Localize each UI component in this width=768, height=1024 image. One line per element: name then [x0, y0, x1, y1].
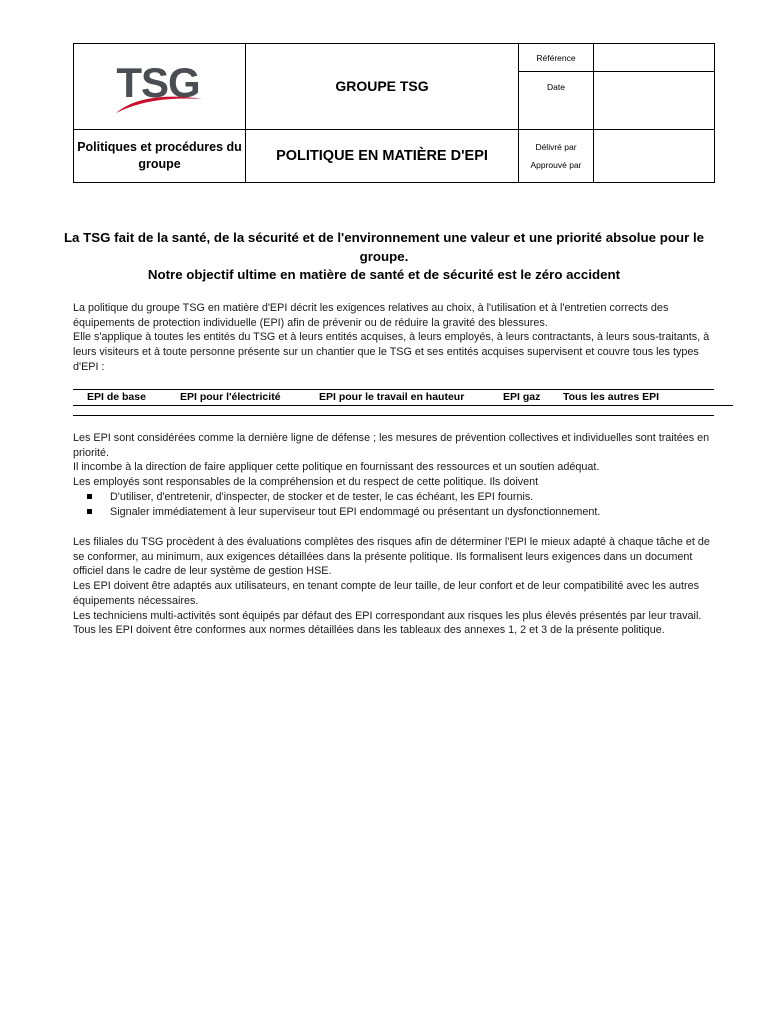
policy-title-cell [246, 130, 519, 183]
intro-p1: La politique du groupe TSG en matière d'EPI décrit les exigences relatives au choix, à l'utilisation et à l'entretien corrects des équipements de protection individuelle (EPI) afin de prévenir ou de réduire la gravité des blessures. [73, 302, 669, 329]
epi-type-item: EPI gaz [503, 391, 541, 403]
section3-p4: Tous les EPI doivent être conformes aux normes détaillées dans les tableaux des annexes 1, 2 et 3 de la présente politique. [73, 624, 665, 637]
divider [73, 415, 714, 416]
employee-duties-list [73, 490, 716, 519]
reference-value [594, 44, 714, 72]
list-item: D'utiliser, d'entretenir, d'inspecter, de stocker et de tester, le cas échéant, les EPI fournis. [73, 490, 716, 505]
intro-p2: Elle s'applique à toutes les entités du TSG et à leurs entités acquises, à leurs employés, à leurs contractants, à leurs sous-traitants, à leurs visiteurs et à toute personne présente sur un chantier que le TSG et ses entités acquises supervisent et couvre tous les types d'EPI : [73, 331, 710, 373]
epi-type-item: EPI pour le travail en hauteur [319, 391, 465, 403]
epi-type-item: EPI de base [87, 391, 146, 403]
date-label: Date [547, 82, 565, 92]
divider [73, 405, 733, 406]
section3-p3: Les techniciens multi-activités sont équipés par défaut des EPI correspondant aux risques les plus élevés présentés par leur travail. [73, 609, 702, 622]
ref-date-label-cell [519, 44, 594, 130]
list-item: Signaler immédiatement à leur superviseur tout EPI endommagé ou présentant un dysfonctionnement. [73, 505, 716, 520]
section-label: Politiques et procédures du groupe [74, 130, 246, 183]
intro-section [73, 301, 716, 375]
section2-p2: Il incombe à la direction de faire appliquer cette politique en fournissant des ressources et un soutien adéquat. [73, 461, 600, 474]
epi-types-band [73, 389, 733, 415]
delivered-label: Délivré par [535, 142, 577, 152]
tsg-logo [110, 59, 210, 115]
headline-line2: Notre objectif ultime en matière de santé et de sécurité est le zéro accident [147, 267, 621, 282]
divider [73, 389, 714, 390]
headline [46, 229, 722, 285]
requirements-section [73, 535, 716, 638]
group-name: GROUPE TSG [335, 77, 429, 94]
policy-title: POLITIQUE EN MATIÈRE D'EPI [276, 148, 488, 164]
delivered-approved-value-cell [594, 130, 715, 183]
epi-type-item: EPI pour l'électricité [180, 391, 281, 403]
section3-p2: Les EPI doivent être adaptés aux utilisateurs, en tenant compte de leur taille, de leur confort et de leur compatibilité avec les autres équipements nécessaires. [73, 580, 699, 607]
group-name-cell [246, 44, 519, 130]
logo-cell [74, 44, 246, 130]
document-header-table [73, 43, 715, 183]
delivered-approved-label-cell [519, 130, 594, 183]
headline-line1: La TSG fait de la santé, de la sécurité et de l'environnement une valeur et une priorité absolue pour le groupe. [63, 230, 705, 264]
section2-p3: Les employés sont responsables de la compréhension et du respect de cette politique. Ils doivent [73, 476, 539, 489]
section3-p1: Les filiales du TSG procèdent à des évaluations complètes des risques afin de déterminer l'EPI le mieux adapté à chaque tâche et de se conformer, au minimum, aux exigences détaillées dans la présente politique. Ils formalisent leurs exigences dans un document officiel dans le cadre de leur système de gestion HSE. [73, 536, 710, 578]
ref-date-value-cell [594, 44, 715, 130]
responsibilities-section [73, 431, 716, 519]
date-value [594, 72, 714, 129]
epi-type-item: Tous les autres EPI [563, 391, 660, 403]
reference-label: Référence [536, 52, 576, 63]
section2-p1: Les EPI sont considérées comme la dernière ligne de défense ; les mesures de prévention collectives et individuelles sont traitées en priorité. [73, 432, 710, 459]
approved-label: Approuvé par [530, 160, 582, 170]
logo-text: TSG [115, 58, 200, 106]
